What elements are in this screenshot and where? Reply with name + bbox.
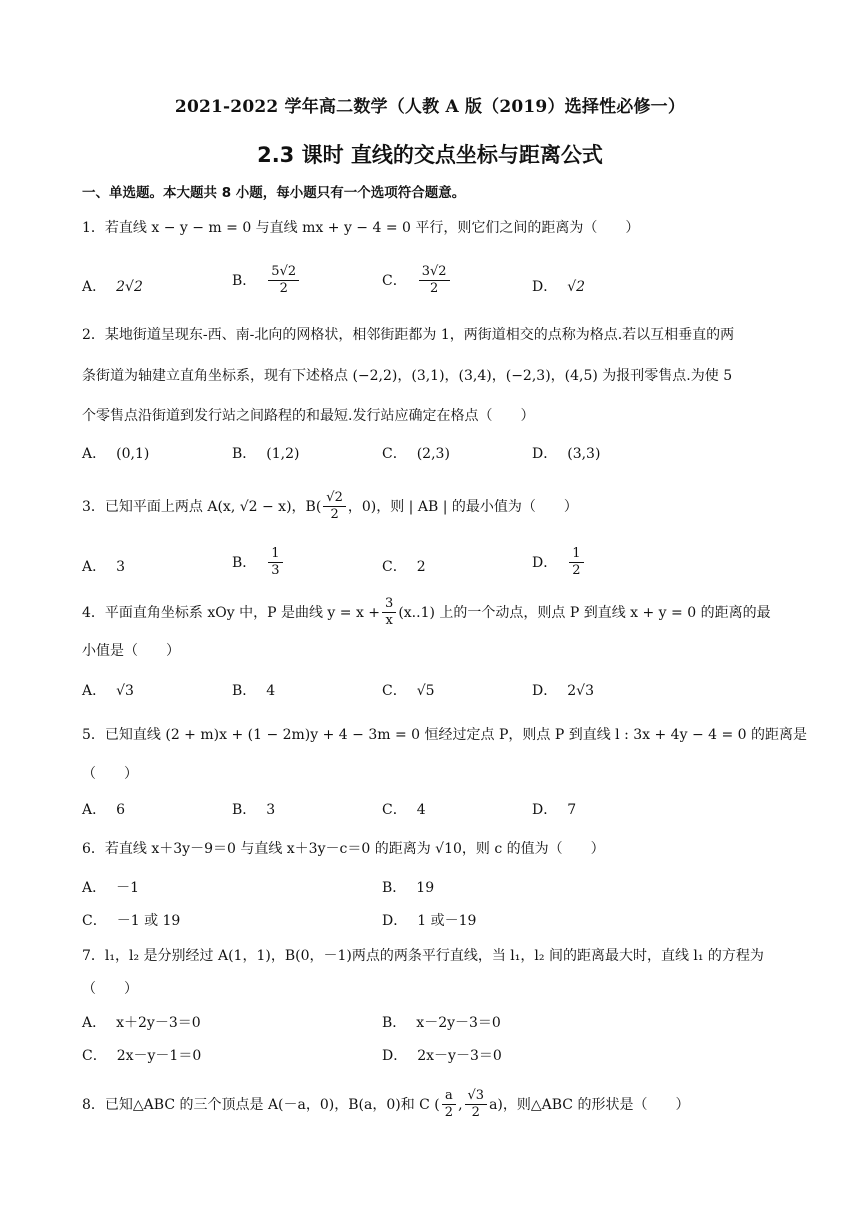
question-5-stem-line-2: （ ） — [82, 766, 138, 782]
question-6-option-d — [382, 910, 476, 932]
option-label: B． — [382, 1015, 407, 1031]
question-6-stem: 6．若直线 x＋3y－9＝0 与直线 x＋3y－c＝0 的距离为 √10，则 c 的值为（ ） — [82, 841, 605, 857]
question-2-stem-line-3: 个零售点沿街道到发行站之间路程的和最短.发行站应确定在格点（ ） — [82, 408, 535, 424]
question-2-option-c — [382, 443, 450, 465]
question-1-stem: 1．若直线 x − y − m = 0 与直线 mx + y − 4 = 0 平行，则它们之间的距离为（ ） — [82, 220, 640, 236]
question-5-stem: 5．已知直线 (2 + m)x + (1 − 2m)y + 4 − 3m = 0 恒经过定点 P，则点 P 到直线 l : 3x + 4y − 4 = 0 的距离是 — [82, 727, 808, 743]
question-6-option-b — [382, 877, 434, 899]
option-value: x＋2y－3＝0 — [116, 1015, 201, 1031]
fraction-numerator: 3 — [382, 596, 396, 613]
option-value: 4 — [416, 802, 426, 818]
question-5-option-d — [532, 799, 576, 821]
option-label: B． — [232, 554, 257, 571]
option-label: B． — [232, 272, 257, 289]
option-value: 19 — [416, 880, 435, 896]
question-1-option-a — [82, 276, 143, 298]
option-value: －1 或 19 — [116, 913, 181, 929]
fraction-numerator: 1 — [569, 546, 583, 563]
question-3-option-d — [532, 546, 586, 579]
question-5-option-b — [232, 799, 275, 821]
question-2-stem-line-1: 2．某地街道呈现东-西、南-北向的网格状，相邻街距都为 1，两街道相交的点称为格点.若以互相垂直的两 — [82, 327, 735, 343]
question-4-stem — [82, 596, 782, 629]
option-fraction — [419, 264, 450, 297]
question-2-option-b — [232, 443, 300, 465]
option-value: 3 — [266, 802, 276, 818]
option-fraction — [268, 546, 282, 579]
option-label: D． — [532, 802, 558, 818]
question-3-option-b — [232, 546, 285, 579]
option-label: D． — [532, 683, 558, 699]
question-7-stem: 7．l₁，l₂ 是分别经过 A(1，1)，B(0，－1)两点的两条平行直线，当 l₁，l₂ 间的距离最大时，直线 l₁ 的方程为 — [82, 948, 764, 964]
question-2-option-a — [82, 443, 149, 465]
question-3-option-a — [82, 556, 125, 578]
fraction-denominator: 2 — [330, 507, 339, 522]
question-6-option-c — [82, 910, 180, 932]
fraction-denominator: 3 — [271, 563, 280, 578]
question-3-option-c — [382, 556, 426, 578]
option-value: √2 — [567, 279, 586, 295]
question-4-stem-line-2: 小值是（ ） — [82, 643, 180, 659]
fraction-denominator: 2 — [471, 1105, 480, 1120]
stem-text: 8．已知△ABC 的三个顶点是 A(－a，0)，B(a，0)和 C ( — [82, 1096, 440, 1113]
question-1-option-d — [532, 276, 585, 298]
question-7-option-d — [382, 1045, 502, 1067]
option-label: C． — [382, 446, 407, 462]
fraction-denominator: x — [385, 613, 393, 628]
question-7-stem-line-2: （ ） — [82, 981, 138, 997]
option-value: √5 — [416, 683, 435, 699]
question-5-option-a — [82, 799, 125, 821]
document-header: 2021-2022 学年高二数学（人教 A 版（2019）选择性必修一） — [174, 97, 686, 117]
option-value: 4 — [266, 683, 276, 699]
question-2-option-d — [532, 443, 600, 465]
option-value: 2x－y－1＝0 — [116, 1048, 202, 1064]
fraction-numerator: 3√2 — [419, 264, 450, 281]
option-value: (3,3) — [567, 446, 601, 462]
question-7-option-a — [82, 1012, 201, 1034]
option-label: C． — [382, 272, 407, 289]
option-label: B． — [382, 880, 407, 896]
lesson-title: 2.3 课时 直线的交点坐标与距离公式 — [257, 143, 603, 167]
question-6-option-a — [82, 877, 139, 899]
question-3-stem — [82, 490, 782, 523]
fraction-denominator: 2 — [572, 563, 581, 578]
stem-text: 4．平面直角坐标系 xOy 中，P 是曲线 y = x + — [82, 604, 381, 621]
option-value: 1 或－19 — [417, 913, 477, 929]
option-value: －1 — [116, 880, 140, 896]
option-value: (2,3) — [416, 446, 450, 462]
stem-fraction — [323, 490, 346, 523]
option-label: B． — [232, 683, 257, 699]
stem-text: 3．已知平面上两点 A(x, √2 − x)，B( — [82, 498, 322, 515]
fraction-numerator: 1 — [268, 546, 282, 563]
option-value: (1,2) — [266, 446, 300, 462]
question-8-stem — [82, 1088, 782, 1121]
option-label: C． — [382, 802, 407, 818]
fraction-numerator: 5√2 — [268, 264, 299, 281]
option-label: A． — [82, 279, 107, 295]
question-4-option-b — [232, 680, 275, 702]
stem-text: a)，则△ABC 的形状是（ ） — [489, 1096, 690, 1113]
option-value: 2 — [416, 559, 426, 575]
option-value: 2√3 — [567, 683, 594, 699]
question-4-option-a — [82, 680, 134, 702]
stem-text: ，0)，则 | AB | 的最小值为（ ） — [347, 498, 578, 515]
option-value: 6 — [116, 802, 126, 818]
question-4-option-d — [532, 680, 594, 702]
option-fraction — [268, 264, 299, 297]
fraction-denominator: 2 — [429, 281, 439, 296]
option-label: D． — [532, 446, 558, 462]
option-label: C． — [382, 683, 407, 699]
option-label: B． — [232, 802, 257, 818]
option-label: D． — [532, 279, 558, 295]
stem-fraction — [382, 596, 396, 629]
option-label: A． — [82, 880, 107, 896]
question-4-option-c — [382, 680, 435, 702]
option-value: 2x－y－3＝0 — [417, 1048, 502, 1064]
section-title: 一、单选题。本大题共 8 小题，每小题只有一个选项符合题意。 — [82, 185, 466, 201]
option-fraction — [569, 546, 583, 579]
question-7-option-b — [382, 1012, 501, 1034]
option-label: C． — [82, 1048, 107, 1064]
option-label: D． — [532, 554, 558, 571]
question-1-option-c — [382, 264, 452, 297]
option-label: C． — [382, 559, 407, 575]
option-value: (0,1) — [116, 446, 150, 462]
option-value: 7 — [567, 802, 577, 818]
option-label: A． — [82, 802, 107, 818]
option-label: B． — [232, 446, 257, 462]
question-7-option-c — [82, 1045, 201, 1067]
option-label: A． — [82, 559, 107, 575]
question-2-stem-line-2: 条街道为轴建立直角坐标系，现有下述格点 (−2,2)，(3,1)，(3,4)，(−2,3)，(4,5) 为报刊零售点.为使 5 — [82, 368, 733, 384]
question-1-option-b — [232, 264, 301, 297]
fraction-numerator: √3 — [465, 1088, 488, 1105]
fraction-numerator: a — [442, 1088, 456, 1105]
option-value: 3 — [116, 559, 126, 575]
fraction-denominator: 2 — [279, 281, 288, 296]
option-label: A． — [82, 446, 107, 462]
option-label: D． — [382, 913, 408, 929]
stem-text: (x..1) 上的一个动点，则点 P 到直线 x + y = 0 的距离的最 — [398, 604, 771, 621]
option-value: √3 — [116, 683, 134, 699]
question-5-option-c — [382, 799, 426, 821]
stem-fraction — [465, 1088, 488, 1121]
fraction-denominator: 2 — [444, 1105, 454, 1120]
option-label: A． — [82, 683, 107, 699]
stem-fraction — [442, 1088, 456, 1121]
fraction-numerator: √2 — [323, 490, 346, 507]
option-value: 2√2 — [116, 279, 143, 295]
option-label: A． — [82, 1015, 107, 1031]
option-label: D． — [382, 1048, 408, 1064]
option-label: C． — [82, 913, 107, 929]
comma-separator: , — [458, 1096, 463, 1113]
option-value: x－2y－3＝0 — [416, 1015, 501, 1031]
